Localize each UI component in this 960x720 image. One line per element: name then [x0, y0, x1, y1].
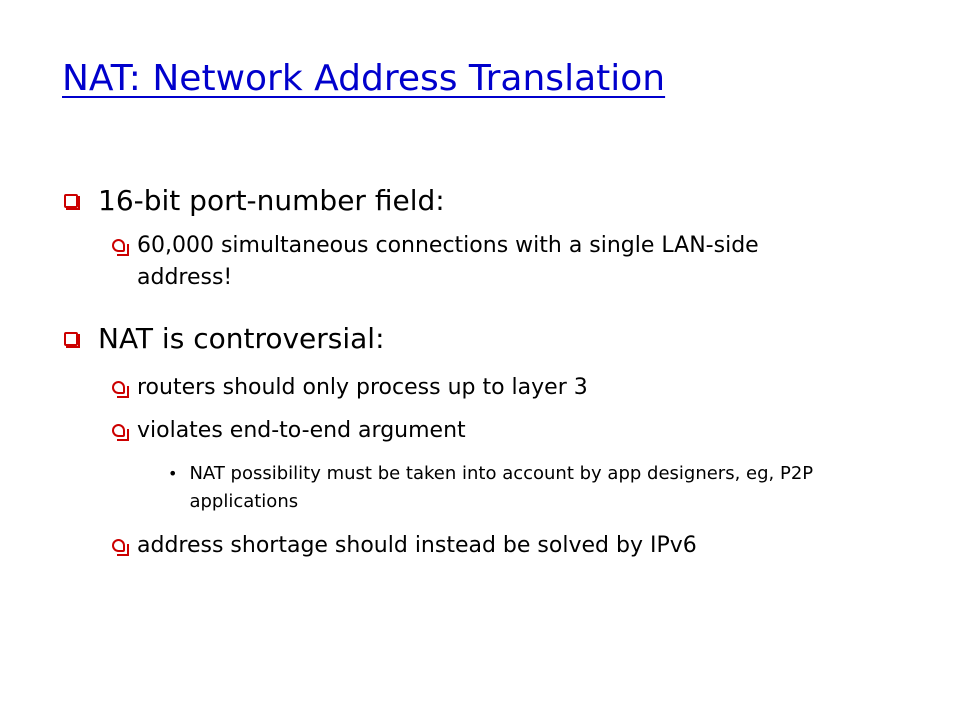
sub-bullet-text: 60,000 simultaneous connections with a single LAN-side address! — [137, 233, 759, 290]
sub-sub-bullet-text: NAT possibility must be taken into account by app designers, eg, P2P applications — [189, 463, 814, 512]
sub-bullet-connections — [112, 230, 832, 294]
bullet-controversial — [64, 322, 385, 356]
round-bullet-icon — [112, 539, 125, 552]
bullet-port-number — [64, 184, 445, 218]
round-bullet-icon — [112, 381, 125, 394]
round-bullet-icon — [112, 424, 125, 437]
dot-bullet-icon: • — [168, 464, 178, 483]
bullet-text: 16-bit port-number field: — [98, 184, 445, 217]
sub-bullet-end-to-end — [112, 415, 872, 447]
square-bullet-icon — [64, 332, 78, 346]
slide-title: NAT: Network Address Translation — [62, 58, 666, 99]
sub-bullet-text: address shortage should instead be solved by IPv6 — [137, 533, 697, 558]
sub-sub-bullet-p2p — [168, 460, 828, 516]
square-bullet-icon — [64, 194, 78, 208]
sub-bullet-text: routers should only process up to layer 3 — [137, 375, 588, 400]
round-bullet-icon — [112, 239, 125, 252]
bullet-text: NAT is controversial: — [98, 322, 385, 355]
sub-bullet-routers — [112, 372, 872, 404]
sub-bullet-ipv6 — [112, 530, 832, 562]
sub-bullet-text: violates end-to-end argument — [137, 418, 466, 443]
